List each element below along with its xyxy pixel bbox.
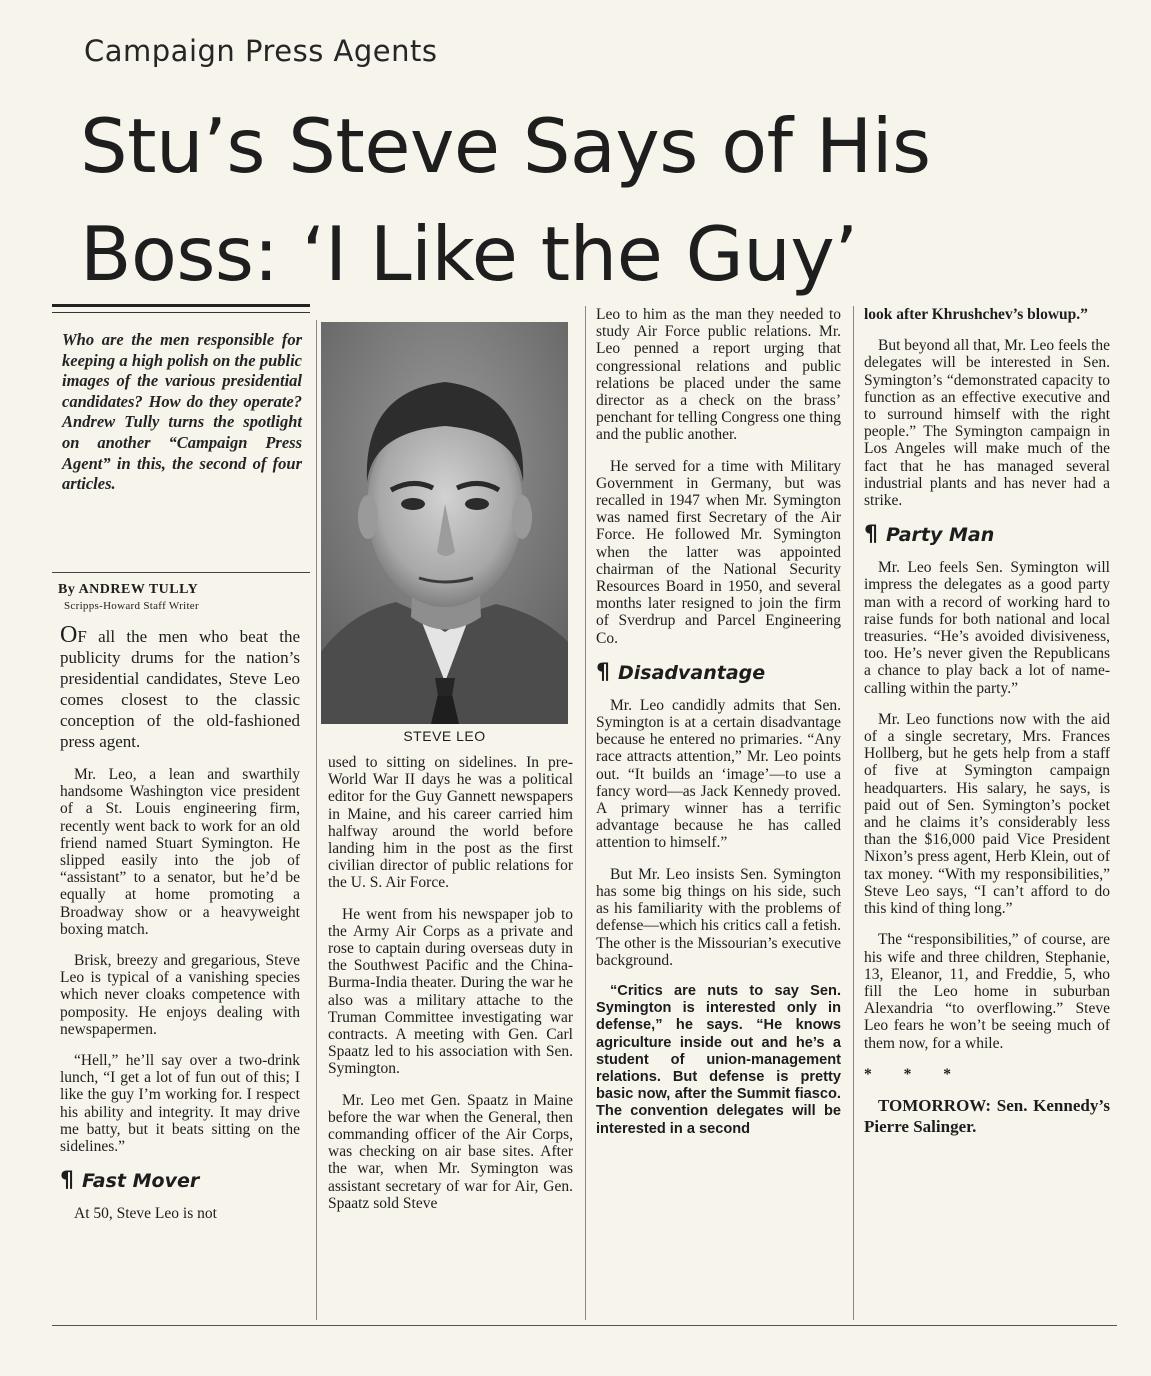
headline-line-1: Stu’s Steve Says of His bbox=[80, 102, 931, 190]
lead-paragraph bbox=[60, 622, 300, 752]
paragraph: Mr. Leo, a lean and swarthily handsome Washington vice president of a St. Louis engineering firm, recently went back to work for an old friend named Stuart Symington. He slipped easily into the job of “assistant” to a senator, but he’d be equally at home promoting a Broadway show or a heavyweight boxing match. bbox=[60, 766, 300, 938]
paragraph: Mr. Leo candidly admits that Sen. Symington is at a certain disadvantage because he entered no primaries. “Any race attracts attention,” Mr. Leo points out. “It builds an ‘image’—to use a fancy word—as Jack Kennedy proved. A primary winner has a terrific advantage because he has called attention to himself.” bbox=[596, 696, 841, 852]
deck-rule-top bbox=[52, 304, 310, 307]
section-stars: * * * bbox=[864, 1065, 965, 1083]
column-3 bbox=[596, 306, 841, 1152]
byline-role: Scripps-Howard Staff Writer bbox=[64, 600, 199, 612]
byline-rule bbox=[52, 572, 310, 573]
subhead bbox=[864, 523, 1110, 547]
pilcrow-icon: ¶ bbox=[60, 1168, 74, 1194]
portrait-image bbox=[321, 322, 568, 724]
paragraph: Mr. Leo feels Sen. Symington will impress the delegates as a good party man with a record of working hard to raise funds for both national and local treasuries. “He’s avoided divisiveness, too. He’s never given the Republicans a chance to play back a lot of name-calling within the party.” bbox=[864, 559, 1110, 697]
photo-caption: STEVE LEO bbox=[403, 728, 486, 744]
pilcrow-icon: ¶ bbox=[596, 659, 610, 685]
portrait-photo bbox=[321, 322, 568, 724]
paragraph: At 50, Steve Leo is not bbox=[74, 1205, 217, 1223]
paragraph: used to sitting on sidelines. In pre-World War II days he was a political editor for the Guy Gannett newspapers in Maine, and his career carried him halfway around the world before landing him in the post as the first civilian director of public relations for the U. S. Air Force. bbox=[328, 754, 573, 892]
paragraph: Brisk, breezy and gregarious, Steve Leo is typical of a vanishing species which never cloaks competence with pomposity. He enjoys dealing with newspapermen. bbox=[60, 952, 300, 1038]
subhead bbox=[60, 1169, 300, 1193]
paragraph: Mr. Leo met Gen. Spaatz in Maine before the war when the General, then commanding officer of the Air Corps, was checking on air base sites. After the war, when Mr. Symington was assistant secretary of war for Air, Gen. Spaatz sold Steve bbox=[328, 1091, 573, 1212]
paragraph: Mr. Leo functions now with the aid of a single secretary, Mrs. Frances Hollberg, but he gets help from a staff of five at Symington campaign headquarters. His salary, he says, is paid out of Sen. Symington’s pocket and he claims it’s considerably less than the $16,000 paid Vice President Nixon’s press agent, Herb Klein, out of tax money. “With my responsibilities,” Steve Leo says, “I can’t afford to do this kind of thing long.” bbox=[864, 710, 1110, 918]
paragraph: He went from his newspaper job to the Army Air Corps as a private and rose to captain during overseas duty in the Southwest Pacific and the China-Burma-India theater. During the war he also was a military attache to the Truman Committee investigating war contracts. A meeting with Gen. Carl Spaatz led to his association with Sen. Symington. bbox=[328, 905, 573, 1078]
subhead-text: Party Man bbox=[886, 524, 995, 547]
paragraph: Leo to him as the man they needed to study Air Force public relations. Mr. Leo penned a report urging that congressional relations and public relations be placed under the same director as a check on the brass’ penchant for telling Congress one thing and the public another. bbox=[596, 306, 841, 444]
headline-line-2: Boss: ‘I Like the Guy’ bbox=[80, 210, 858, 298]
paragraph: He served for a time with Military Government in Germany, but was recalled in 1947 when Mr. Symington was named first Secretary of the Air Force. He followed Mr. Symington when the latter was appointed chairman of the National Security Resources Board in 1950, and several months later resigned to join the firm of Sverdrup and Parcel Engineering Co. bbox=[596, 457, 841, 647]
pilcrow-icon: ¶ bbox=[864, 522, 878, 548]
bottom-rule bbox=[52, 1325, 1117, 1326]
subhead bbox=[596, 661, 841, 685]
paragraph: But beyond all that, Mr. Leo feels the delegates will be interested in Sen. Symington’s “demonstrated capacity to function as an effective executive and to surround himself with the right people.” The Symington campaign in Los Angeles will make much of the fact that he has managed several industrial plants and has never had a strike. bbox=[864, 337, 1111, 510]
byline: By ANDREW TULLY bbox=[58, 582, 199, 597]
paragraph: The “responsibilities,” of course, are his wife and three children, Stephanie, 13, Eleanor, 11, and Freddie, 5, who fill the Leo home in suburban Alexandria “to overflowing.” Steve Leo fears he won’t be seeing much of them now, for a while. bbox=[864, 931, 1110, 1052]
subhead-text: Disadvantage bbox=[618, 661, 766, 684]
column-divider bbox=[853, 306, 854, 1320]
column-divider bbox=[316, 320, 317, 1320]
column-2 bbox=[328, 754, 573, 1226]
paragraph-bold: “Critics are nuts to say Sen. Symington is interested only in defense,” he says. “He knows agriculture inside out and he’s a student of union-management relations. But defense is pretty basic now, after the Summit fiasco. The convention delegates will be interested in a second bbox=[596, 982, 841, 1137]
lead-text: F all the men who beat the publicity drums for the nation’s presidential candidates, Steve Leo comes closest to the classic conception of the old-fashioned press agent. bbox=[60, 627, 300, 751]
subhead-text: Fast Mover bbox=[82, 1170, 200, 1193]
headline bbox=[80, 92, 1100, 308]
column-divider bbox=[585, 306, 586, 1320]
paragraph: But Mr. Leo insists Sen. Symington has some big things on his side, such as his familiarity with the problems of defense—which his critics call a fetish. The other is the Missourian’s executive background. bbox=[596, 865, 841, 969]
drop-cap: O bbox=[60, 622, 78, 648]
column-4 bbox=[864, 306, 1110, 1151]
paragraph: “Hell,” he’ll say over a two-drink lunch, “I get a lot of fun out of this; I like the guy I’m working for. I respect his ability and integrity. It may drive me batty, but it beats sitting on the sidelines.” bbox=[60, 1052, 300, 1156]
paragraph: look after Khrushchev’s blowup.” bbox=[864, 306, 1088, 323]
deck: Who are the men responsible for keeping a high polish on the public images of the various presidential candidates? How do they operate? Andrew Tully turns the spotlight on another “Campaign Press Agent” in this, the second of four articles. bbox=[62, 330, 302, 494]
column-1 bbox=[60, 622, 300, 1236]
kicker: Campaign Press Agents bbox=[84, 34, 438, 68]
tomorrow-teaser: TOMORROW: Sen. Kennedy’s Pierre Salinger. bbox=[864, 1095, 1110, 1136]
deck-rule-top-thin bbox=[52, 312, 310, 313]
